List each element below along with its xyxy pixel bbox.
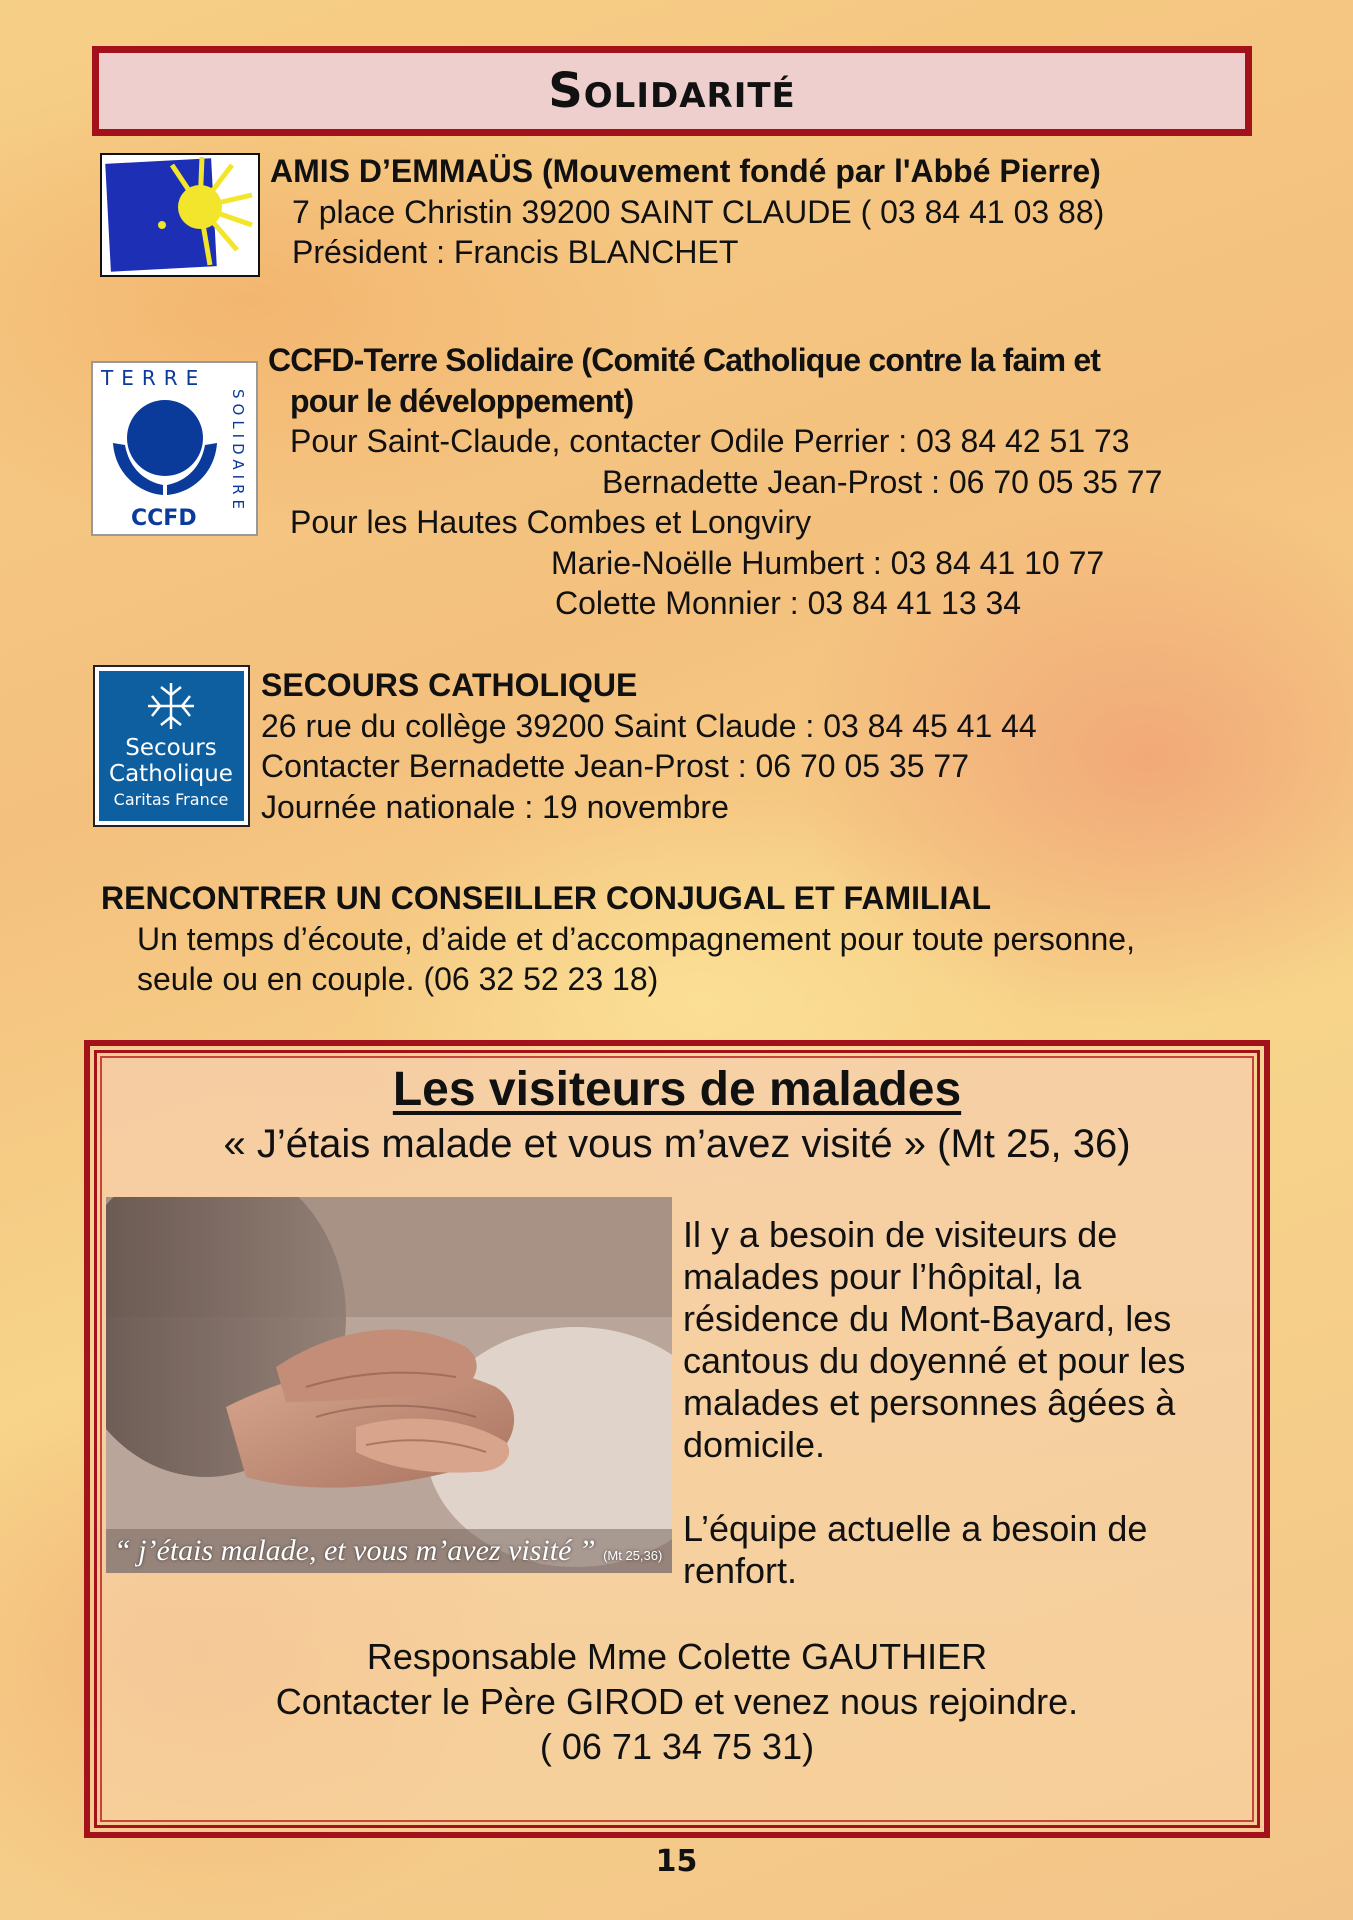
secours-name: SECOURS CATHOLIQUE [261,667,638,703]
secours-logo-line3: Caritas France [113,790,229,809]
visiteurs-contact: Contacter le Père GIROD et venez nous rejoindre. [275,1681,1079,1722]
visiteurs-footer [100,1634,1254,1769]
photo-caption [106,1529,672,1573]
visiteurs-text-line: Il y a besoin de visiteurs de [683,1214,1118,1255]
page-number: 15 [655,1844,698,1879]
ccfd-logo-bottom-text: CCFD [131,506,197,531]
holding-hands-photo [106,1197,672,1573]
conseiller-info [101,878,1135,1000]
section-title: Solidarité [548,63,796,119]
secours-contact: Contacter Bernadette Jean-Prost : 06 70 05 35 77 [261,748,970,784]
secours-info [261,665,1037,827]
conseiller-line2: seule ou en couple. (06 32 52 23 18) [137,961,659,997]
secours-day: Journée nationale : 19 novembre [261,788,729,825]
holding-hands-illustration [106,1197,672,1573]
photo-caption-ref: (Mt 25,36) [603,1548,663,1563]
visiteurs-text-line: malades pour l’hôpital, la [683,1256,1082,1297]
photo-caption-text: “ j’étais malade, et vous m’avez visité ” [114,1534,596,1567]
visiteurs-text-line: cantous du doyenné et pour les [683,1340,1186,1381]
emmaus-name: AMIS D’EMMAÜS (Mouvement fondé par l'Abbé Pierre) [270,153,1101,189]
spacer [683,1466,1243,1508]
visiteurs-text2-line: L’équipe actuelle a besoin de [683,1508,1148,1549]
ccfd-contact-marie-noelle: Marie-Noëlle Humbert : 03 84 41 10 77 [551,544,1105,581]
secours-logo-line1: Secours [125,735,217,761]
ccfd-hands-globe-icon [93,363,256,534]
ccfd-contact-colette: Colette Monnier : 03 84 41 13 34 [555,585,1022,621]
ccfd-info [268,340,1100,421]
visiteurs-text-line: résidence du Mont-Bayard, les [683,1298,1172,1339]
conseiller-title: RENCONTRER UN CONSEILLER CONJUGAL ET FAMILIAL [101,880,992,916]
visiteurs-title: Les visiteurs de malades [392,1063,962,1116]
ccfd-name-line2: pour le développement) [290,382,634,419]
ccfd-contacts [290,421,1162,624]
visiteurs-text2-line: renfort. [683,1550,798,1591]
visiteurs-phone: ( 06 71 34 75 31) [539,1726,815,1767]
ccfd-name-line1: CCFD-Terre Solidaire (Comité Catholique contre la faim et [268,342,1101,378]
secours-logo [93,665,250,827]
emmaus-info [270,151,1104,273]
visiteurs-text [683,1214,1243,1592]
secours-logo-line2: Catholique [109,761,233,787]
emmaus-address: 7 place Christin 39200 SAINT CLAUDE ( 03 84 41 03 88) [292,193,1105,230]
visiteurs-text-line: domicile. [683,1424,826,1465]
ccfd-logo-side-text: SOLIDAIRE [229,389,247,514]
visiteurs-quote: « J’étais malade et vous m’avez visité » (Mt 25, 36) [223,1122,1131,1166]
ccfd-contact-saint-claude: Pour Saint-Claude, contacter Odile Perrier : 03 84 42 51 73 [290,423,1130,459]
visiteurs-responsable: Responsable Mme Colette GAUTHIER [366,1636,988,1677]
emmaus-logo [100,153,260,277]
ccfd-logo [91,361,258,536]
conseiller-line1: Un temps d’écoute, d’aide et d’accompagnement pour toute personne, [137,920,1135,957]
secours-address: 26 rue du collège 39200 Saint Claude : 03 84 45 41 44 [261,707,1037,744]
emmaus-sun-icon [102,155,258,275]
ccfd-logo-top-text: TERRE [101,366,207,390]
ccfd-area-hautes-combes: Pour les Hautes Combes et Longviry [290,504,812,540]
secours-cross-icon [95,667,248,825]
section-title-box [92,46,1252,136]
ccfd-contact-bernadette: Bernadette Jean-Prost : 06 70 05 35 77 [602,463,1163,500]
emmaus-president: Président : Francis BLANCHET [292,234,739,270]
visiteurs-text-line: malades et personnes âgées à [683,1382,1176,1423]
